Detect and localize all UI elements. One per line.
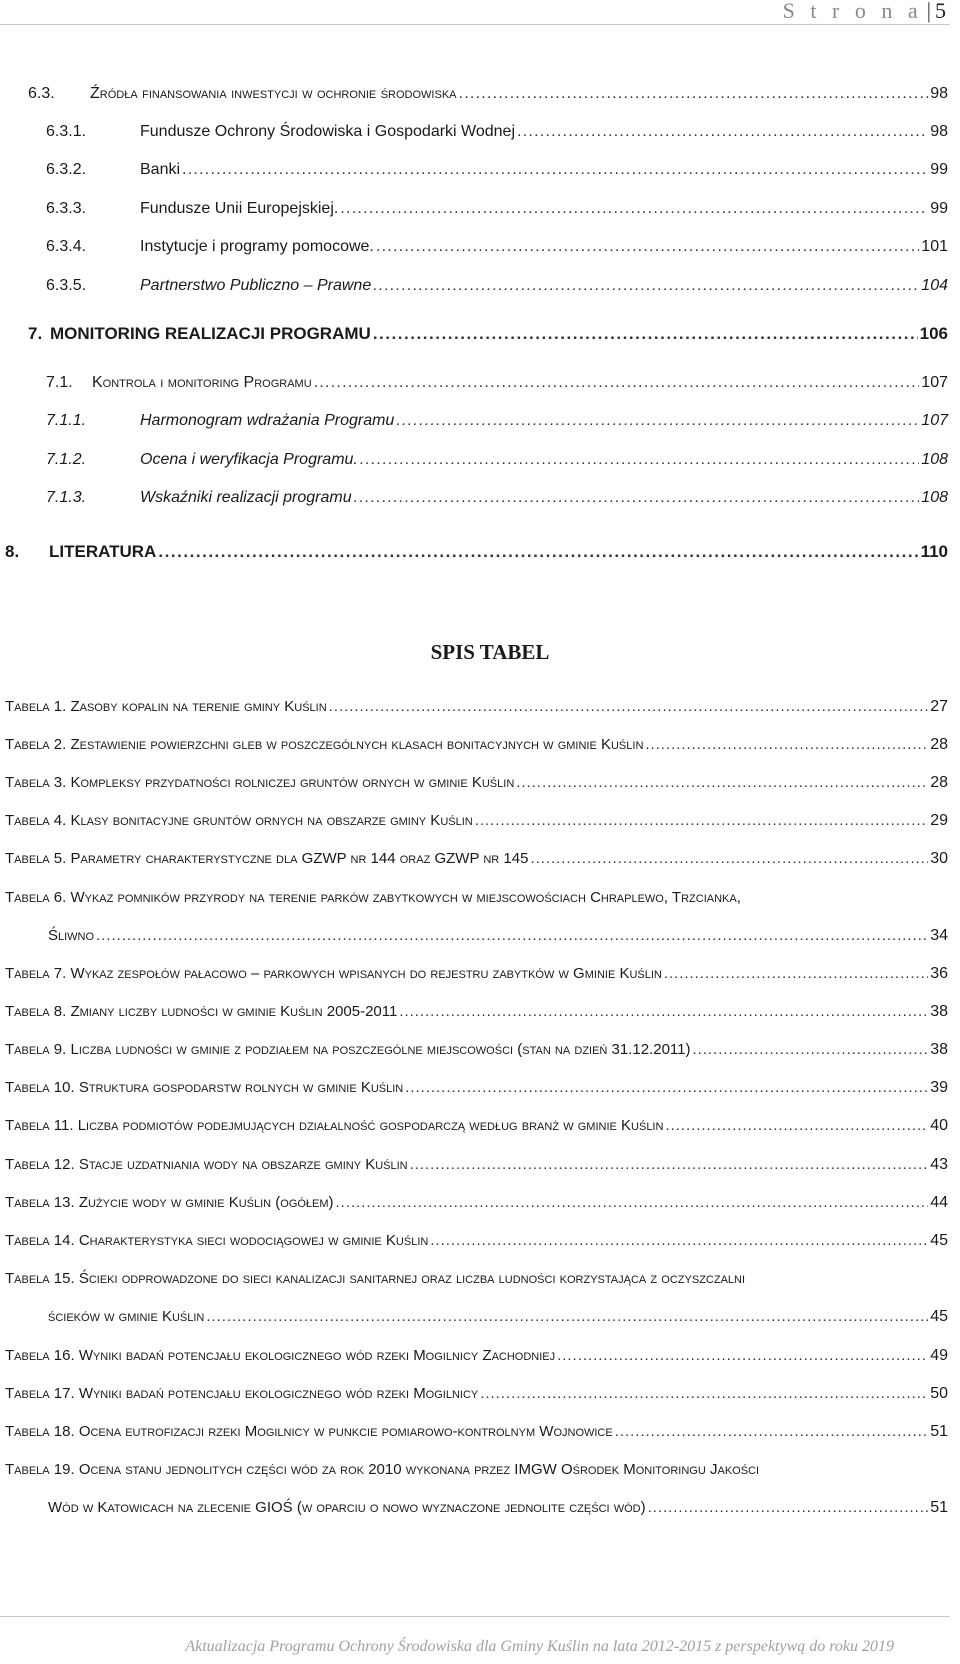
toc-page: 101 [921, 238, 948, 255]
page-footer [0, 1616, 960, 1664]
table-entry-5[interactable] [5, 849, 948, 869]
toc-number: 6.3.2. [46, 161, 87, 178]
table-entry-14[interactable] [5, 1231, 948, 1251]
table-entry-leader [430, 1231, 928, 1251]
toc-number: 7.1. [46, 374, 73, 391]
toc-number: 7. [28, 324, 43, 343]
table-entry-title: Tabela 1. Zasoby kopalin na terenie gminy Kuślin [5, 698, 327, 715]
table-entry-19-line1[interactable]: Tabela 19. Ocena stanu jednolitych części wód za rok 2010 wykonana przez IMGW Ośrodek Monitoringu Jakości [5, 1461, 760, 1478]
page-header [0, 0, 960, 30]
toc-title: Kontrola i monitoring Programu [92, 374, 312, 391]
toc-title: Fundusze Unii Europejskiej. [140, 200, 339, 217]
table-entry-page: 29 [930, 812, 948, 829]
toc-number: 8. [5, 542, 20, 561]
toc-title: Harmonogram wdrażania Programu [140, 412, 395, 429]
table-entry-leader [405, 1078, 928, 1098]
toc-page: 107 [921, 412, 948, 429]
toc-page: 98 [930, 123, 948, 140]
toc-leader [182, 160, 928, 180]
table-entry-6[interactable] [48, 926, 948, 946]
toc-title: Banki [140, 161, 181, 178]
toc-number: 6.3.1. [46, 123, 87, 140]
toc-entry-6-3-1[interactable] [46, 122, 948, 142]
table-entry-title: Śliwno [48, 927, 95, 944]
toc-leader [314, 373, 920, 393]
table-entry-page: 28 [930, 736, 948, 753]
table-entry-2[interactable] [5, 735, 948, 755]
page-number: 5 [935, 0, 946, 23]
table-entry-13[interactable] [5, 1193, 948, 1213]
toc-page: 108 [921, 489, 948, 506]
toc-page: 107 [921, 374, 948, 391]
page-label-text: S t r o n a [782, 0, 923, 23]
table-entry-15[interactable] [48, 1307, 948, 1327]
table-entry-leader [693, 1040, 929, 1060]
table-entry-page: 30 [930, 850, 948, 867]
toc-entry-6-3-2[interactable] [46, 160, 948, 180]
toc-leader [517, 122, 928, 142]
toc-page: 106 [919, 324, 948, 343]
table-entry-page: 51 [930, 1423, 948, 1440]
toc-entry-7-1-1[interactable] [46, 411, 948, 431]
toc-entry-7-1-2[interactable] [46, 450, 948, 470]
toc-page: 98 [930, 85, 948, 102]
table-entry-leader [645, 735, 928, 755]
toc-title: Instytucje i programy pomocowe. [140, 238, 374, 255]
toc-entry-7-1-3[interactable] [46, 488, 948, 508]
toc-entry-6-3-5[interactable] [46, 276, 948, 296]
table-entry-leader [557, 1346, 928, 1366]
table-entry-title: Tabela 10. Struktura gospodarstw rolnych w gminie Kuślin [5, 1079, 404, 1096]
table-entry-title: Tabela 5. Parametry charakterystyczne dla GZWP nr 144 oraz GZWP nr 145 [5, 850, 529, 867]
table-entry-page: 34 [930, 927, 948, 944]
toc-entry-6-3-3[interactable] [46, 199, 948, 219]
table-entry-title: Tabela 17. Wyniki badań potencjału ekologicznego wód rzeki Mogilnicy [5, 1385, 479, 1402]
toc-leader [340, 199, 928, 219]
toc-page: 108 [921, 451, 948, 468]
table-entry-page: 38 [930, 1041, 948, 1058]
table-entry-page: 44 [930, 1194, 948, 1211]
table-entry-page: 45 [930, 1232, 948, 1249]
toc-title: Ocena i weryfikacja Programu. [140, 451, 358, 468]
table-entry-leader [399, 1002, 928, 1022]
table-entry-leader [664, 964, 928, 984]
toc-title: Partnerstwo Publiczno – Prawne [140, 277, 372, 294]
toc-title: MONITORING REALIZACJI PROGRAMU [50, 324, 371, 343]
table-entry-15-line1[interactable]: Tabela 15. Ścieki odprowadzone do sieci kanalizacji sanitarnej oraz liczba ludności korzystająca z oczyszczalni [5, 1270, 746, 1287]
table-entry-title: Tabela 18. Ocena eutrofizacji rzeki Mogilnicy w punkcie pomiarowo-kontrolnym Wojnowice [5, 1423, 613, 1440]
table-entry-title: Tabela 8. Zmiany liczby ludności w gminie Kuślin 2005-2011 [5, 1003, 398, 1020]
table-entry-page: 45 [930, 1308, 948, 1325]
footer-text: Aktualizacja Programu Ochrony Środowiska dla Gminy Kuślin na lata 2012-2015 z perspektywą do roku 2019 [185, 1638, 894, 1655]
table-entry-title: Tabela 9. Liczba ludności w gminie z podziałem na poszczególne miejscowości (stan na dzień 31.12.2011) [5, 1041, 691, 1058]
toc-number: 6.3.4. [46, 238, 87, 255]
header-rule [0, 24, 950, 25]
table-entry-leader [96, 926, 928, 946]
table-entry-leader [648, 1498, 929, 1518]
table-entry-leader [206, 1307, 928, 1327]
table-entry-3[interactable] [5, 773, 948, 793]
table-entry-title: Tabela 4. Klasy bonitacyjne gruntów ornych na obszarze gminy Kuślin [5, 812, 473, 829]
toc-entry-6-3[interactable] [28, 84, 948, 104]
table-entry-7[interactable] [5, 964, 948, 984]
toc-number: 6.3.3. [46, 200, 87, 217]
toc-leader [158, 542, 918, 562]
table-entry-title: Tabela 3. Kompleksy przydatności rolniczej gruntów ornych w gminie Kuślin [5, 774, 515, 791]
table-entry-title: ścieków w gminie Kuślin [48, 1308, 205, 1325]
table-entry-title: Tabela 7. Wykaz zespołów pałacowo – parkowych wpisanych do rejestru zabytków w Gminie Kuślin [5, 965, 662, 982]
table-entry-page: 28 [930, 774, 948, 791]
toc-leader [396, 411, 919, 431]
toc-leader [459, 84, 929, 104]
toc-leader [373, 324, 918, 344]
table-entry-17[interactable] [5, 1384, 948, 1404]
toc-entry-7[interactable] [28, 324, 948, 344]
table-entry-18[interactable] [5, 1422, 948, 1442]
table-entry-title: Tabela 11. Liczba podmiotów podejmujących działalność gospodarczą według branż w gminie Kuślin [5, 1117, 664, 1134]
table-entry-leader [516, 773, 928, 793]
table-entry-leader [480, 1384, 928, 1404]
toc-number: 7.1.3. [46, 489, 87, 506]
toc-title: Wskaźniki realizacji programu [140, 489, 352, 506]
table-entry-1[interactable] [5, 697, 948, 717]
toc-leader [354, 488, 920, 508]
table-entry-11[interactable] [5, 1116, 948, 1136]
table-entry-page: 39 [930, 1079, 948, 1096]
page-label [783, 0, 946, 24]
table-entry-page: 51 [930, 1499, 948, 1516]
table-entry-leader [336, 1193, 929, 1213]
toc-page: 110 [920, 542, 948, 561]
table-entry-leader [615, 1422, 928, 1442]
table-entry-page: 49 [930, 1347, 948, 1364]
table-entry-8[interactable] [5, 1002, 948, 1022]
toc-leader [376, 237, 919, 257]
toc-leader [373, 276, 919, 296]
table-entry-title: Tabela 16. Wyniki badań potencjału ekologicznego wód rzeki Mogilnicy Zachodniej [5, 1347, 556, 1364]
table-entry-title: Tabela 12. Stacje uzdatniania wody na obszarze gminy Kuślin [5, 1156, 408, 1173]
table-entry-page: 36 [930, 965, 948, 982]
toc-page: 104 [921, 277, 948, 294]
toc-entry-7-1[interactable] [46, 373, 948, 393]
table-entry-9[interactable] [5, 1040, 948, 1060]
table-entry-page: 43 [930, 1156, 948, 1173]
toc-title: Fundusze Ochrony Środowiska i Gospodarki Wodnej [140, 123, 515, 140]
table-entry-leader [410, 1155, 929, 1175]
page-label-separator: | [926, 0, 931, 23]
table-entry-page: 27 [930, 698, 948, 715]
toc-number: 6.3.5. [46, 277, 87, 294]
table-entry-page: 38 [930, 1003, 948, 1020]
table-entry-19[interactable] [48, 1498, 948, 1518]
list-of-tables-heading: SPIS TABEL [430, 640, 550, 664]
toc-number: 7.1.1. [46, 412, 87, 429]
table-entry-leader [475, 811, 928, 831]
toc-page: 99 [930, 200, 948, 217]
table-entry-page: 50 [930, 1385, 948, 1402]
table-entry-12[interactable] [5, 1155, 948, 1175]
table-entry-title: Tabela 13. Zużycie wody w gminie Kuślin (ogółem) [5, 1194, 334, 1211]
table-entry-10[interactable] [5, 1078, 948, 1098]
table-entry-page: 40 [930, 1117, 948, 1134]
table-entry-4[interactable] [5, 811, 948, 831]
toc-title: Źródła finansowania inwestycji w ochronie środowiska [90, 85, 457, 102]
toc-title: LITERATURA [49, 542, 157, 561]
table-entry-leader [665, 1116, 928, 1136]
table-entry-leader [329, 697, 929, 717]
table-entry-title: Tabela 14. Charakterystyka sieci wodociągowej w gminie Kuślin [5, 1232, 429, 1249]
toc-entry-6-3-4[interactable] [46, 237, 948, 257]
table-entry-6-line1[interactable]: Tabela 6. Wykaz pomników przyrody na terenie parków zabytkowych w miejscowościach Chraplewo, Trzcianka, [5, 889, 741, 906]
toc-number: 7.1.2. [46, 451, 87, 468]
table-entry-title: Wód w Katowicach na zlecenie GIOŚ (w oparciu o nowo wyznaczone jednolite części wód) [48, 1499, 646, 1516]
toc-number: 6.3. [28, 85, 55, 102]
table-entry-leader [530, 849, 928, 869]
footer-rule [0, 1616, 950, 1617]
toc-entry-8[interactable] [5, 542, 948, 562]
table-entry-16[interactable] [5, 1346, 948, 1366]
table-entry-title: Tabela 2. Zestawienie powierzchni gleb w poszczególnych klasach bonitacyjnych w gminie Kuślin [5, 736, 644, 753]
toc-leader [360, 450, 919, 470]
toc-page: 99 [930, 161, 948, 178]
